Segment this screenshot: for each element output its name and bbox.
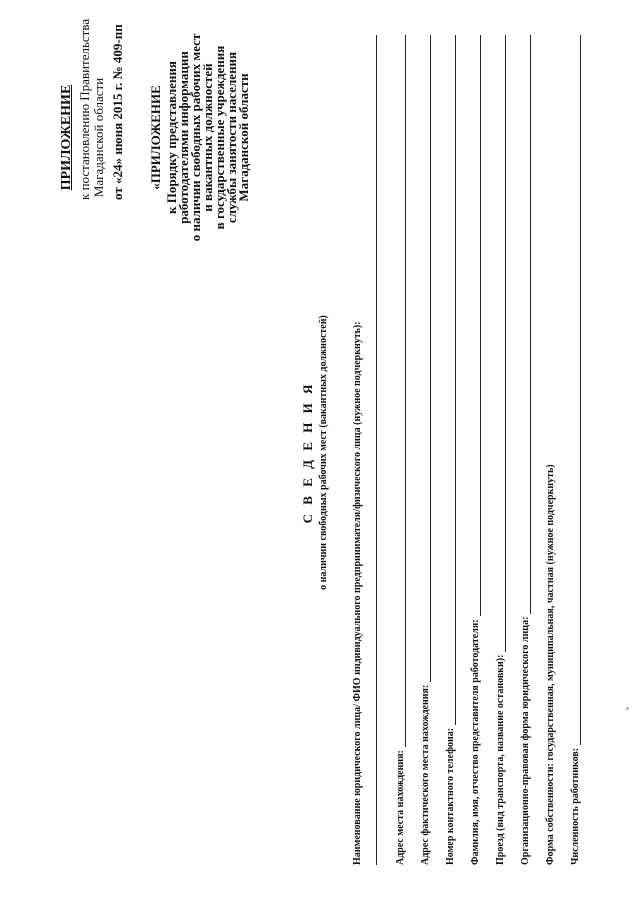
resolution-header <box>59 18 125 200</box>
field-label: Адрес места нахождения: <box>395 750 406 865</box>
field-representative <box>470 35 481 865</box>
appendix-line: работодателями информации <box>176 51 191 224</box>
header-date: от «24» июня 2015 г. № 409-пп <box>110 24 125 200</box>
field-employer-name <box>352 35 363 865</box>
appendix-line: о наличии свободных рабочих мест <box>188 33 203 242</box>
appendix-line: и вакантных должностей <box>200 63 215 212</box>
field-label: Номер контактного телефона: <box>445 727 456 865</box>
scan-speck <box>626 707 629 710</box>
document-title: С В Е Д Е Н И Я <box>300 381 315 524</box>
field-ownership <box>545 35 556 865</box>
fill-line <box>470 35 481 616</box>
fill-line <box>495 35 506 652</box>
header-line-2: Магаданской области <box>91 77 106 198</box>
appendix-line: к Порядку представления <box>164 61 179 214</box>
field-label: Наименование юридического лица/ ФИО индивидуального предпринимателя/физического лица (нужное подчеркнуть): <box>352 321 363 865</box>
appendix-title: «ПРИЛОЖЕНИЕ <box>148 85 163 190</box>
appendix-line: в государственные учреждения <box>212 45 227 230</box>
document-subtitle: о наличии свободных рабочих мест (вакантных должностей) <box>318 315 329 590</box>
field-transport <box>495 35 506 865</box>
appendix-line: службы занятости населения <box>224 51 239 224</box>
field-label: Проезд (вид транспорта, название остановки): <box>495 654 506 865</box>
fill-line <box>420 35 431 682</box>
field-label: Адрес фактического места нахождения: <box>420 684 431 865</box>
field-label: Численность работников: <box>570 747 581 865</box>
header-line-1: к постановлению Правительства <box>77 18 92 200</box>
fill-line <box>395 35 406 747</box>
fill-line <box>520 35 531 614</box>
field-phone <box>445 35 456 865</box>
appendix-header <box>150 10 250 265</box>
field-legal-address <box>395 35 406 865</box>
header-title: ПРИЛОЖЕНИЕ <box>59 84 74 191</box>
field-legal-form <box>520 35 531 865</box>
appendix-line: Магаданской области <box>236 73 251 202</box>
fill-line <box>445 35 456 725</box>
fill-line <box>570 35 581 745</box>
field-employee-count <box>570 35 581 865</box>
field-label: Форма собственности: государственная, муниципальная, частная (нужное подчеркнуть) <box>545 464 556 865</box>
fill-line <box>376 35 377 865</box>
field-actual-address <box>420 35 431 865</box>
field-label: Фамилия, имя, отчество представителя работодателя: <box>470 619 481 865</box>
field-label: Организационно-правовая форма юридического лица: <box>520 616 531 865</box>
